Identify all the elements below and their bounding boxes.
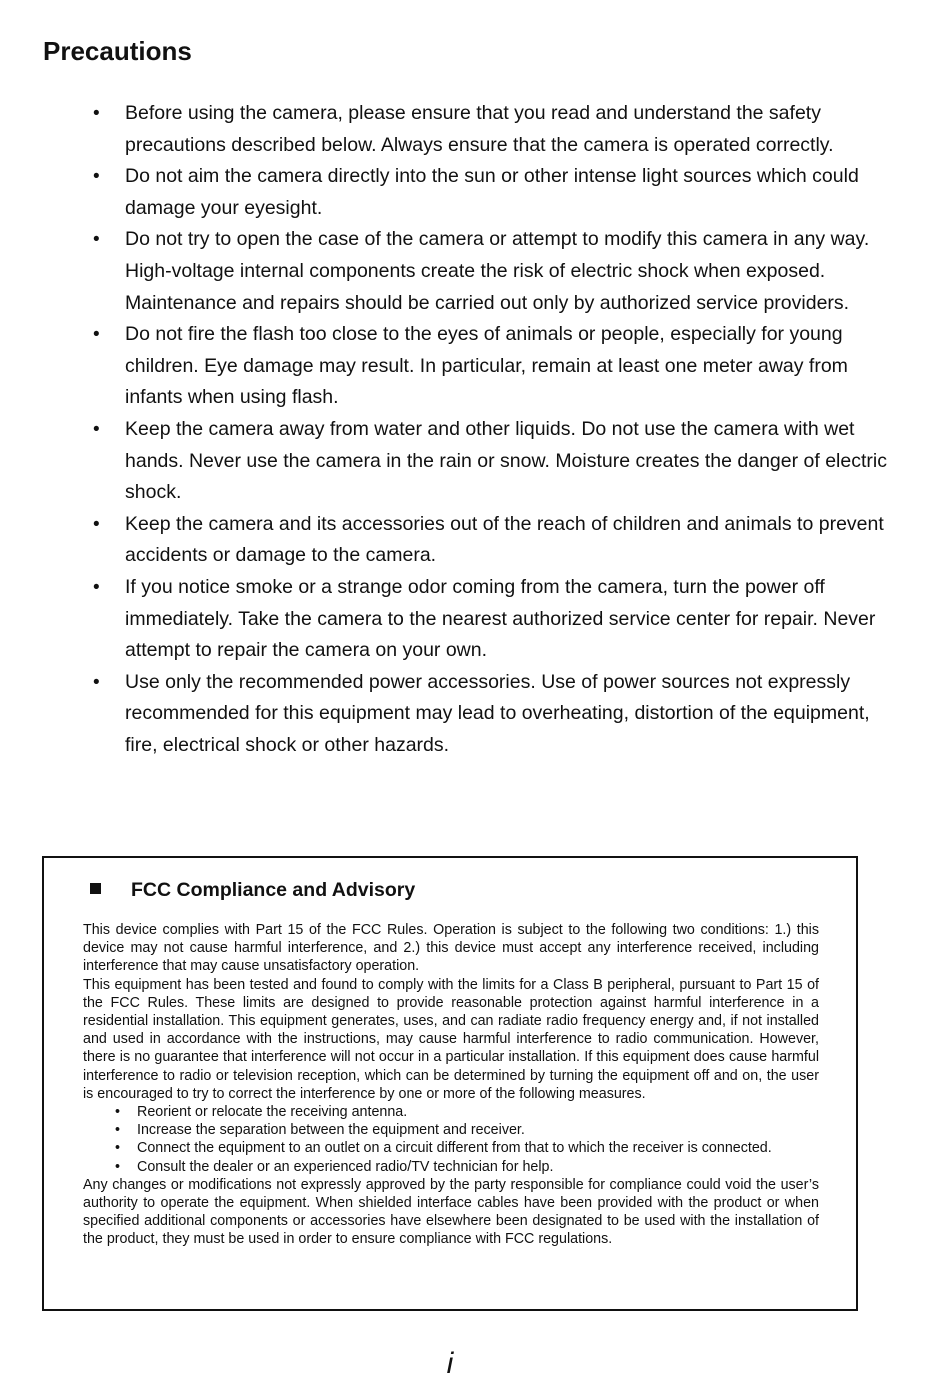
page-number: i: [446, 1347, 454, 1380]
page-title: Precautions: [43, 36, 192, 66]
fcc-body: [83, 921, 819, 1249]
bullet-icon: •: [93, 513, 100, 535]
bullet-icon: •: [93, 418, 100, 440]
list-item: [83, 1158, 819, 1176]
bullet-icon: •: [93, 166, 100, 188]
fcc-paragraph: This device complies with Part 15 of the FCC Rules. Operation is subject to the following two conditions: 1.) this device may not cause harmful interference, and 2.) this device must accept any interference received, including interference that may cause unsatisfactory operation.: [83, 922, 819, 975]
fcc-paragraph: Any changes or modifications not expressly approved by the party responsible for compliance could void the user’s authority to operate the equipment. When shielded interface cables have been provided with the product or when specified additional components or accessories have elsewhere been designated to be used with the installation of the product, they must be used in order to ensure compliance with FCC regulations.: [83, 1176, 819, 1248]
fcc-measures-list: [83, 1103, 819, 1176]
list-item: [0, 667, 950, 762]
bullet-icon: •: [93, 576, 100, 598]
bullet-icon: •: [93, 103, 100, 124]
list-item: [0, 98, 950, 161]
measure-text: Connect the equipment to an outlet on a circuit different from that to which the receiver is connected.: [137, 1140, 772, 1157]
bullet-icon: •: [115, 1122, 121, 1139]
bullet-icon: •: [93, 229, 100, 251]
measure-text: Reorient or relocate the receiving antenna.: [137, 1104, 408, 1121]
list-item: [0, 224, 950, 319]
fcc-paragraph: This equipment has been tested and found to comply with the limits for a Class B peripheral, pursuant to Part 15 of the FCC Rules. These limits are designed to provide reasonable protection against harmful interference in a residential installation. This equipment generates, uses, and can radiate radio frequency energy and, if not installed and used in accordance with the instructions, may cause harmful interference to radio communication. However, there is no guarantee that interference will not occur in a particular installation. If this equipment does cause harmful interference to radio or television reception, which can be determined by turning the equipment off and on, the user is encouraged to try to correct the interference by one or more of the following measures.: [83, 976, 819, 1102]
precautions-list: [0, 98, 950, 761]
precaution-text: Do not fire the flash too close to the eyes of animals or people, especially for young children. Eye damage may result. In particular, remain at least one meter away from infants when using flash.: [125, 323, 848, 409]
precaution-text: Keep the camera away from water and other liquids. Do not use the camera with wet hands. Never use the camera in the rain or snow. Moisture creates the danger of electric shock.: [125, 417, 887, 504]
measure-text: Increase the separation between the equipment and receiver.: [137, 1122, 525, 1139]
precaution-text: Do not try to open the case of the camera or attempt to modify this camera in any way. High-voltage internal components create the risk of electric shock when exposed. Maintenance and repairs should be carried out only by authorized service providers.: [125, 228, 870, 314]
list-item: [0, 572, 950, 667]
list-item: [0, 414, 950, 509]
square-bullet-icon: [90, 883, 101, 894]
precaution-text: Use only the recommended power accessories. Use of power sources not expressly recommended for this equipment may lead to overheating, distortion of the equipment, fire, electrical shock or other hazards.: [125, 670, 870, 756]
list-item: [0, 319, 950, 414]
fcc-heading: [90, 876, 415, 904]
list-item: [0, 509, 950, 572]
precaution-text: Keep the camera and its accessories out of the reach of children and animals to prevent accidents or damage to the camera.: [125, 512, 884, 567]
precaution-text: Before using the camera, please ensure that you read and understand the safety precautions described below. Always ensure that the camera is operated correctly.: [125, 102, 834, 156]
precaution-text: If you notice smoke or a strange odor coming from the camera, turn the power off immediately. Take the camera to the nearest authorized service center for repair. Never attempt to repair the camera on your own.: [125, 575, 876, 662]
bullet-icon: •: [115, 1104, 121, 1121]
fcc-heading-text: FCC Compliance and Advisory: [131, 879, 416, 901]
list-item: [83, 1121, 819, 1139]
list-item: [83, 1139, 819, 1157]
bullet-icon: •: [93, 671, 100, 693]
bullet-icon: •: [115, 1158, 121, 1175]
measure-text: Consult the dealer or an experienced radio/TV technician for help.: [137, 1158, 554, 1175]
list-item: [83, 1103, 819, 1121]
bullet-icon: •: [93, 324, 100, 346]
list-item: [0, 161, 950, 224]
precaution-text: Do not aim the camera directly into the sun or other intense light sources which could damage your eyesight.: [125, 165, 859, 219]
bullet-icon: •: [115, 1140, 121, 1157]
